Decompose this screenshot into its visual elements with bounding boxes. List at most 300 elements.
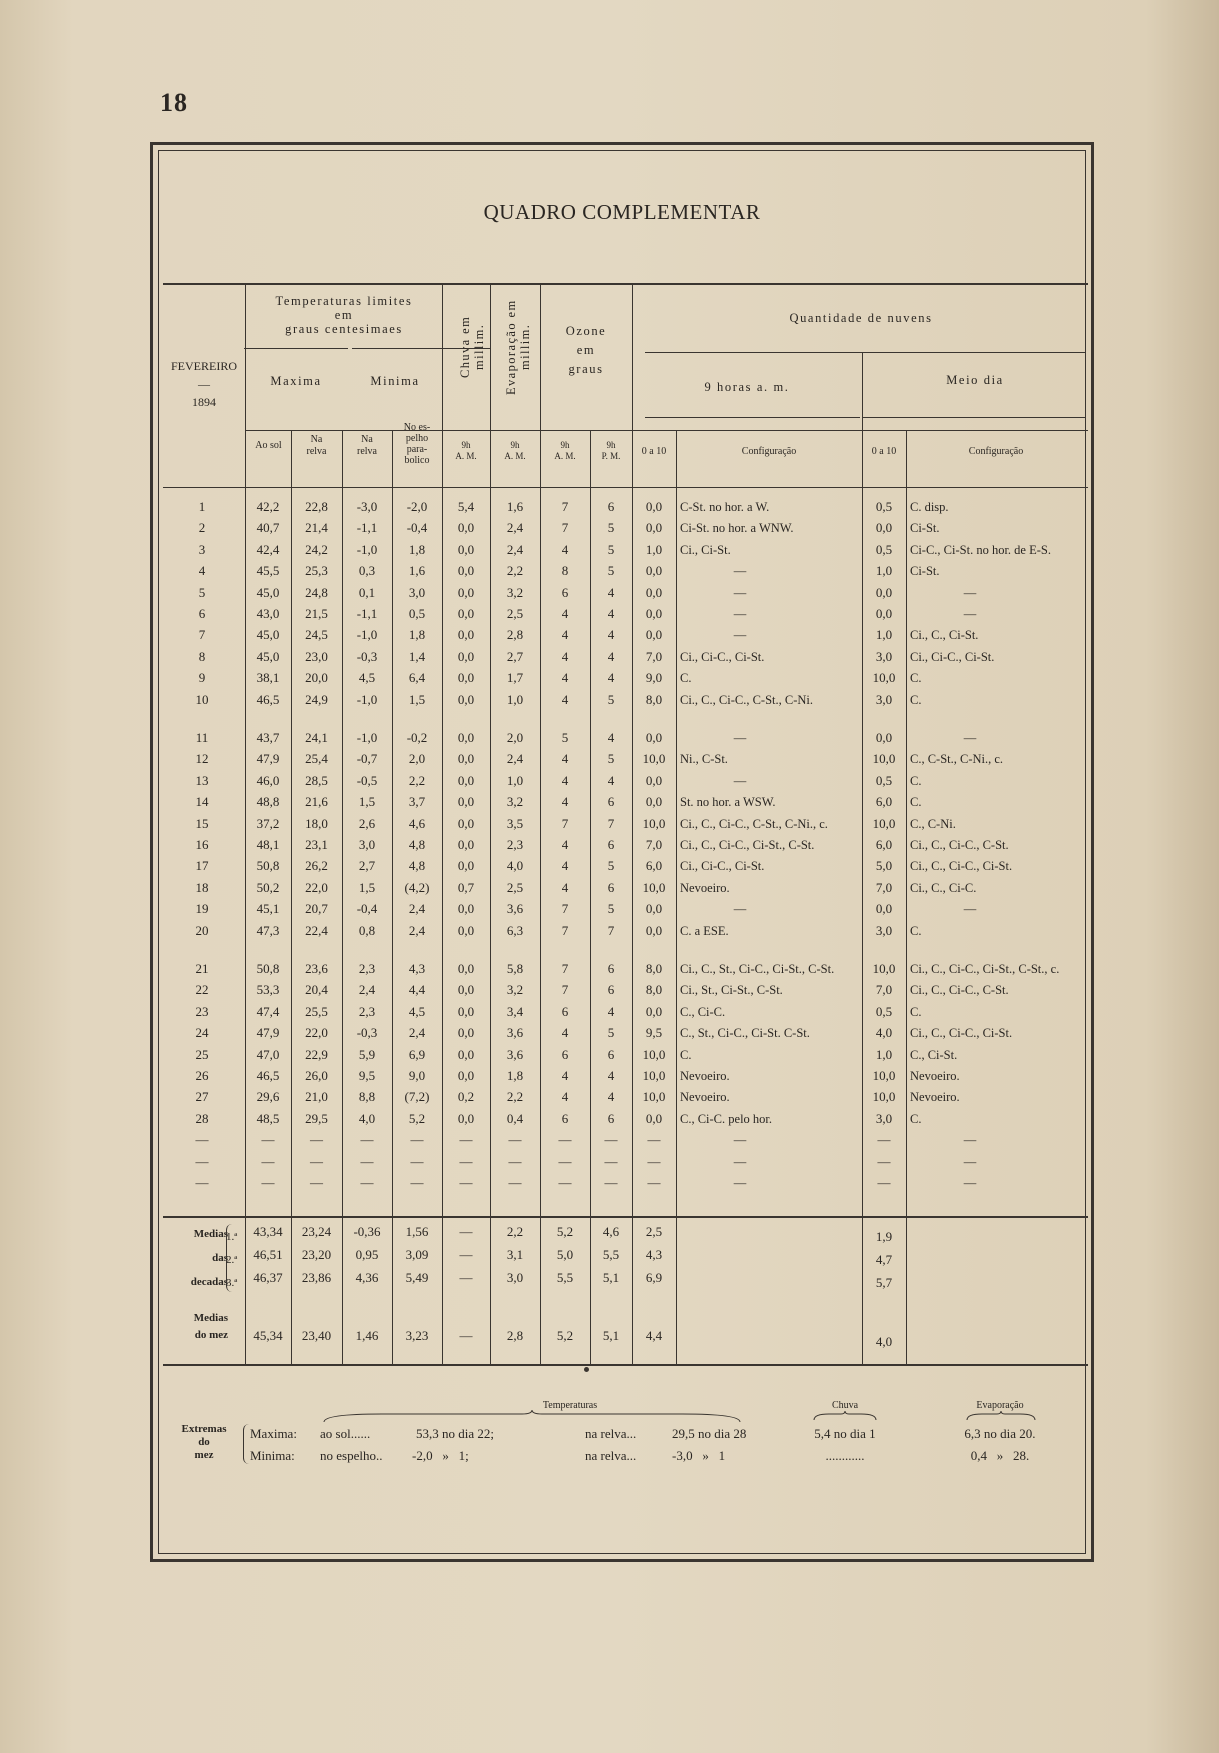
cell-max-sol: 37,2 xyxy=(256,815,280,831)
cell-evaporacao: 2,0 xyxy=(506,730,524,745)
cell-ozone-am: 4 xyxy=(561,648,569,664)
chuva-9h-header xyxy=(442,440,490,462)
evap-9h-header xyxy=(490,440,540,462)
means-bottom-rule xyxy=(163,1364,1088,1366)
header-line: A. M. xyxy=(554,451,576,461)
header-line: em xyxy=(334,308,354,322)
cell-min-relva: -1,0 xyxy=(356,627,378,643)
cell-min-relva: -0,3 xyxy=(356,648,378,664)
cell-nuvens-meio-dia: 10,0 xyxy=(872,1068,896,1083)
cell-nuvens-9h: 10,0 xyxy=(642,815,666,831)
label-line: Medias xyxy=(193,1228,228,1240)
header-line: No es- xyxy=(403,422,431,433)
cell-config-9h: C. xyxy=(680,1047,692,1062)
decade-mean-min-relva: -0,36 xyxy=(353,1224,381,1239)
label-line: do mez xyxy=(194,1329,228,1341)
cell-evaporacao: 2,3 xyxy=(506,837,524,852)
cell-config-meio-dia: Ci-St. xyxy=(910,521,940,536)
cell-min-espelho: 3,7 xyxy=(408,794,426,810)
cell-nuvens-9h: 0,0 xyxy=(645,606,663,621)
cell-chuva: — xyxy=(459,1153,473,1169)
cell-config-9h: — xyxy=(733,731,747,745)
decade-means-label xyxy=(164,1222,228,1294)
label-line: decadas xyxy=(190,1276,228,1288)
decade-mean-max-relva: 23,20 xyxy=(301,1247,332,1262)
cell-min-espelho: 2,4 xyxy=(408,901,426,917)
cell-max-relva: 18,0 xyxy=(305,815,328,831)
maxima-header: Maxima xyxy=(270,374,322,388)
cell-max-relva: 21,6 xyxy=(305,794,328,810)
cell-nuvens-meio-dia: 0,0 xyxy=(875,584,893,600)
cell-config-meio-dia: C. xyxy=(910,671,922,686)
header-line: em xyxy=(576,343,596,357)
cell-config-meio-dia: C., C-St., C-Ni., c. xyxy=(910,752,1004,767)
decade-mean-chuva: — xyxy=(459,1247,473,1262)
cell-ozone-pm: 6 xyxy=(607,1110,615,1126)
cell-max-relva: 26,2 xyxy=(305,858,328,874)
cell-ozone-pm: 7 xyxy=(607,922,615,938)
decade-mean-min-espelho: 3,09 xyxy=(405,1247,429,1262)
cell-nuvens-meio-dia: 0,5 xyxy=(875,541,893,557)
cell-max-sol: 42,2 xyxy=(256,499,280,514)
cell-day: 18 xyxy=(195,879,209,895)
cell-config-meio-dia: C., C-Ni. xyxy=(910,816,956,831)
cell-config-9h: C., St., Ci-C., Ci-St. C-St. xyxy=(680,1026,810,1041)
decade-mean-ozone-am: 5,0 xyxy=(556,1247,574,1262)
cell-evaporacao: 1,0 xyxy=(506,691,524,707)
cell-max-sol: 47,4 xyxy=(256,1003,280,1019)
cell-max-sol: — xyxy=(261,1153,275,1169)
header-top-rule xyxy=(163,283,1088,285)
cell-chuva: 0,0 xyxy=(457,922,475,938)
col-rule xyxy=(676,430,677,1364)
cell-max-relva: 25,3 xyxy=(305,563,328,579)
nove-horas-sub-rule xyxy=(645,417,860,418)
cell-chuva: 0,0 xyxy=(457,901,475,917)
cell-config-meio-dia: Ci., C., Ci-C., C-St. xyxy=(910,983,1009,998)
decade-mean-max-sol: 43,34 xyxy=(253,1224,283,1239)
cell-chuva: 0,0 xyxy=(457,1110,475,1126)
ao-sol-header: Ao sol xyxy=(255,440,282,451)
month-mean-label xyxy=(164,1310,228,1344)
cell-chuva: 0,0 xyxy=(457,815,475,831)
cell-nuvens-9h: 0,0 xyxy=(645,499,663,514)
cell-nuvens-meio-dia: — xyxy=(877,1153,891,1169)
cell-min-relva: -0,7 xyxy=(356,751,378,767)
cell-max-relva: — xyxy=(310,1153,323,1169)
cell-ozone-am: 7 xyxy=(561,520,569,536)
cell-config-meio-dia: Ci., C., Ci-C., C-St. xyxy=(910,838,1009,852)
cell-config-meio-dia: C. xyxy=(910,795,922,810)
month-mean-evaporacao: 2,8 xyxy=(506,1328,524,1343)
cell-nuvens-meio-dia: 7,0 xyxy=(875,879,893,895)
cell-min-relva: -1,1 xyxy=(356,520,378,536)
cell-max-relva: 21,5 xyxy=(305,606,328,621)
cell-min-relva: 0,3 xyxy=(358,563,376,579)
month-mean-min-espelho: 3,23 xyxy=(405,1328,429,1343)
cell-config-9h: Nevoeiro. xyxy=(680,1090,730,1105)
cell-config-meio-dia: — xyxy=(963,1133,977,1148)
cell-ozone-am: 4 xyxy=(561,1025,569,1041)
cell-evaporacao: 2,2 xyxy=(506,1089,524,1105)
cell-min-espelho: -0,2 xyxy=(406,730,428,745)
cell-max-sol: 47,9 xyxy=(256,751,280,767)
cell-nuvens-9h: — xyxy=(647,1153,661,1169)
cell-min-relva: -1,0 xyxy=(356,541,378,557)
cell-day: 8 xyxy=(198,648,206,664)
extremes-brace xyxy=(243,1424,249,1464)
cell-ozone-pm: — xyxy=(604,1132,618,1148)
cell-config-meio-dia: — xyxy=(963,902,977,917)
decade-mean-ozone-pm: 4,6 xyxy=(602,1224,620,1239)
header-line: graus centesimaes xyxy=(285,322,403,336)
cell-config-9h: — xyxy=(733,1176,747,1190)
cell-day: 28 xyxy=(195,1110,209,1126)
cell-config-meio-dia: C. xyxy=(910,773,922,788)
cell-ozone-am: 8 xyxy=(561,563,569,579)
cell-config-meio-dia: — xyxy=(963,607,977,621)
cell-chuva: 0,0 xyxy=(457,794,475,810)
cell-max-relva: 21,4 xyxy=(305,520,328,536)
cell-max-relva: 23,6 xyxy=(305,961,328,976)
cell-ozone-am: 7 xyxy=(561,982,569,998)
cell-min-relva: -0,5 xyxy=(356,772,378,788)
cell-day: — xyxy=(195,1132,209,1148)
cell-config-9h: Ci-St. no hor. a WNW. xyxy=(680,521,794,536)
cell-config-9h: — xyxy=(733,902,747,917)
cell-ozone-am: 4 xyxy=(561,541,569,557)
cell-max-sol: 45,1 xyxy=(256,901,280,917)
cell-config-9h: C. a ESE. xyxy=(680,923,729,938)
cell-config-9h: C. xyxy=(680,671,692,686)
cell-min-relva: -1,1 xyxy=(356,606,378,621)
cell-min-relva: 0,1 xyxy=(358,584,376,600)
extreme-evap-min: 0,4 » 28. xyxy=(970,1448,1030,1463)
cell-min-relva: 2,7 xyxy=(358,858,376,874)
cell-nuvens-9h: 0,0 xyxy=(645,730,663,745)
header-line: 9h xyxy=(510,440,520,450)
cell-ozone-pm: 5 xyxy=(607,751,615,767)
cell-ozone-am: 4 xyxy=(561,794,569,810)
cell-day: 20 xyxy=(195,922,209,938)
extreme-min-kind: Minima: xyxy=(250,1448,295,1463)
escala-9h-header: 0 a 10 xyxy=(641,446,667,457)
cell-nuvens-meio-dia: 7,0 xyxy=(875,982,893,998)
decade-mean-nuvens-meio-dia: 4,7 xyxy=(875,1252,893,1267)
cell-ozone-am: 4 xyxy=(561,606,569,621)
cell-min-espelho: 4,5 xyxy=(408,1003,426,1019)
cell-min-relva: 1,5 xyxy=(358,794,376,810)
cell-nuvens-9h: 0,0 xyxy=(645,901,663,917)
cell-evaporacao: — xyxy=(508,1153,522,1169)
cell-max-sol: 48,1 xyxy=(256,837,280,852)
cell-ozone-pm: 4 xyxy=(607,606,615,621)
cell-max-sol: 45,0 xyxy=(256,584,280,600)
cell-ozone-am: 4 xyxy=(561,691,569,707)
cell-ozone-pm: 4 xyxy=(607,1068,615,1083)
cell-max-relva: 22,8 xyxy=(305,499,328,514)
cell-evaporacao: 3,5 xyxy=(506,815,524,831)
cell-ozone-am: 6 xyxy=(561,1003,569,1019)
decade-mean-ozone-pm: 5,5 xyxy=(602,1247,620,1262)
cell-config-9h: — xyxy=(733,1133,747,1148)
cell-chuva: 0,7 xyxy=(457,879,475,895)
cell-evaporacao: 3,2 xyxy=(506,584,524,600)
cell-nuvens-meio-dia: 1,0 xyxy=(875,627,893,643)
cell-config-meio-dia: C. xyxy=(910,1004,922,1019)
cell-max-sol: — xyxy=(261,1132,275,1148)
cell-max-relva: — xyxy=(310,1132,323,1148)
month-name: FEVEREIRO xyxy=(171,359,237,373)
cell-ozone-pm: 4 xyxy=(607,670,615,686)
cell-config-meio-dia: Ci., C., Ci-C. xyxy=(910,880,977,895)
cell-chuva: 0,0 xyxy=(457,563,475,579)
extreme-min-value: -2,0 » 1; xyxy=(412,1448,469,1463)
cell-min-espelho: 6,9 xyxy=(408,1046,426,1062)
header-line: P. M. xyxy=(601,451,621,461)
cell-min-relva: 2,4 xyxy=(358,982,376,998)
cell-chuva: 0,0 xyxy=(457,670,475,686)
cell-min-relva: — xyxy=(360,1132,374,1148)
cell-chuva: 5,4 xyxy=(457,499,475,514)
cell-ozone-pm: 7 xyxy=(607,815,615,831)
cell-day: 2 xyxy=(198,520,206,536)
cell-nuvens-meio-dia: 0,0 xyxy=(875,606,893,621)
cell-config-meio-dia: Ci., C., Ci-C., Ci-St. xyxy=(910,1026,1013,1041)
cell-config-9h: Nevoeiro. xyxy=(680,1069,730,1083)
cell-chuva: 0,0 xyxy=(457,691,475,707)
month-mean-max-sol: 45,34 xyxy=(253,1328,283,1343)
cell-evaporacao: 2,8 xyxy=(506,627,524,643)
cell-config-9h: — xyxy=(733,1154,747,1169)
cell-min-espelho: — xyxy=(410,1132,424,1148)
cell-nuvens-meio-dia: 0,0 xyxy=(875,901,893,917)
cell-evaporacao: 2,4 xyxy=(506,541,524,557)
cell-nuvens-9h: 0,0 xyxy=(645,1110,663,1126)
extremes-evaporacao-header: Evaporação xyxy=(976,1400,1024,1411)
cell-config-9h: C., Ci-C. pelo hor. xyxy=(680,1111,773,1126)
decade-mean-nuvens-meio-dia: 1,9 xyxy=(875,1229,893,1244)
cell-nuvens-9h: 8,0 xyxy=(645,961,663,976)
cell-nuvens-9h: 1,0 xyxy=(645,541,663,557)
cell-config-9h: — xyxy=(733,585,747,600)
cell-day: 22 xyxy=(195,982,209,998)
cell-chuva: 0,0 xyxy=(457,837,475,852)
cell-chuva: 0,0 xyxy=(457,751,475,767)
cell-max-relva: 22,0 xyxy=(305,879,328,895)
cell-max-relva: 23,1 xyxy=(305,837,328,852)
extreme-max-relva: na relva... xyxy=(585,1426,637,1441)
cell-max-relva: 24,8 xyxy=(305,584,328,600)
cell-min-espelho: 3,0 xyxy=(408,584,426,600)
cell-evaporacao: 6,3 xyxy=(506,922,524,938)
cell-config-9h: — xyxy=(733,607,747,621)
cell-nuvens-9h: 8,0 xyxy=(645,691,663,707)
cell-min-relva: — xyxy=(360,1153,374,1169)
decade-mean-evaporacao: 3,1 xyxy=(506,1247,524,1262)
cell-evaporacao: 2,4 xyxy=(506,520,524,536)
cell-max-relva: 29,5 xyxy=(305,1110,328,1126)
cell-ozone-pm: 4 xyxy=(607,648,615,664)
cell-nuvens-meio-dia: 10,0 xyxy=(872,670,896,686)
cell-evaporacao: 1,0 xyxy=(506,772,524,788)
cell-nuvens-meio-dia: 0,0 xyxy=(875,520,893,536)
label-line: do xyxy=(198,1436,210,1448)
cell-nuvens-9h: 7,0 xyxy=(645,648,663,664)
maxima-sub-rule xyxy=(244,348,348,349)
cell-max-sol: 53,3 xyxy=(256,982,280,998)
decade-mean-max-relva: 23,24 xyxy=(301,1224,332,1239)
header-line: 9h xyxy=(461,440,471,450)
cell-min-relva: 0,8 xyxy=(358,922,376,938)
cell-config-meio-dia: Ci-St. xyxy=(910,564,940,579)
cell-min-espelho: 6,4 xyxy=(408,670,426,686)
cell-min-espelho: — xyxy=(410,1175,424,1190)
cell-day: 17 xyxy=(195,858,209,874)
cell-evaporacao: 3,6 xyxy=(506,1046,524,1062)
cell-nuvens-9h: 7,0 xyxy=(645,837,663,852)
cell-min-espelho: (4,2) xyxy=(404,879,430,895)
cell-max-sol: 46,5 xyxy=(256,691,280,707)
cell-min-relva: -0,3 xyxy=(356,1025,378,1041)
cell-config-meio-dia: C. xyxy=(910,923,922,938)
extremes-temperaturas-header: Temperaturas xyxy=(542,1400,598,1411)
decade-mean-max-sol: 46,51 xyxy=(253,1247,283,1262)
cell-day: 4 xyxy=(198,563,206,579)
cell-nuvens-meio-dia: — xyxy=(877,1132,891,1148)
cell-chuva: 0,0 xyxy=(457,730,475,745)
cell-ozone-pm: — xyxy=(604,1175,618,1190)
cell-chuva: 0,0 xyxy=(457,541,475,557)
cell-ozone-pm: 6 xyxy=(607,794,615,810)
cell-nuvens-9h: 10,0 xyxy=(642,879,666,895)
ordinal: 3.ª xyxy=(226,1277,238,1289)
cell-chuva: 0,0 xyxy=(457,858,475,874)
cell-chuva: 0,0 xyxy=(457,961,475,976)
cell-config-9h: Ni., C-St. xyxy=(680,752,728,767)
cell-nuvens-9h: 10,0 xyxy=(642,751,666,767)
cell-evaporacao: 1,8 xyxy=(506,1068,524,1083)
extreme-min-relva-value: -3,0 » 1 xyxy=(672,1448,726,1463)
cell-evaporacao: 3,6 xyxy=(506,901,524,917)
cell-config-meio-dia: Ci., C., Ci-St. xyxy=(910,628,979,643)
cell-max-sol: 47,9 xyxy=(256,1025,280,1041)
cell-config-meio-dia: Nevoeiro. xyxy=(910,1090,960,1105)
cell-day: 3 xyxy=(198,541,206,557)
cell-max-relva: 22,9 xyxy=(305,1046,328,1062)
cell-min-relva: 8,8 xyxy=(358,1089,376,1105)
month-mean-nuvens-9h: 4,4 xyxy=(645,1328,663,1343)
cell-ozone-pm: 6 xyxy=(607,879,615,895)
cell-max-relva: 20,7 xyxy=(305,901,328,917)
cell-config-9h: — xyxy=(733,773,747,788)
cell-ozone-pm: 5 xyxy=(607,1025,615,1041)
cell-max-sol: 42,4 xyxy=(256,541,280,557)
cell-config-9h: Ci., C., Ci-C., C-St., C-Ni. xyxy=(680,692,814,707)
cell-min-relva: -1,0 xyxy=(356,691,378,707)
cell-chuva: 0,0 xyxy=(457,648,475,664)
cell-nuvens-meio-dia: 10,0 xyxy=(872,1089,896,1105)
cell-day: 16 xyxy=(195,837,209,852)
cell-day: 7 xyxy=(198,627,206,643)
cell-ozone-pm: 4 xyxy=(607,772,615,788)
meio-dia-header: Meio dia xyxy=(946,373,1004,387)
means-top-rule xyxy=(163,1216,1088,1218)
cell-evaporacao: 5,8 xyxy=(506,961,524,976)
nuvens-sub-rule xyxy=(645,352,1085,353)
cell-chuva: 0,0 xyxy=(457,584,475,600)
decade-mean-ozone-pm: 5,1 xyxy=(602,1270,620,1285)
cell-nuvens-9h: 0,0 xyxy=(645,563,663,579)
cell-nuvens-meio-dia: 10,0 xyxy=(872,961,896,976)
cell-nuvens-meio-dia: 3,0 xyxy=(875,1110,893,1126)
cell-min-espelho: — xyxy=(410,1153,424,1169)
cell-min-espelho: 1,8 xyxy=(408,541,426,557)
cell-config-meio-dia: — xyxy=(963,731,977,745)
na-relva-min-header xyxy=(342,434,392,458)
cell-max-sol: 47,3 xyxy=(256,922,280,938)
cell-evaporacao: 0,4 xyxy=(506,1110,524,1126)
cell-nuvens-9h: — xyxy=(647,1175,661,1190)
table-title: QUADRO COMPLEMENTAR xyxy=(483,200,761,224)
extreme-min-relva: na relva... xyxy=(585,1448,637,1463)
cell-ozone-am: 4 xyxy=(561,670,569,686)
extremes-label xyxy=(164,1423,244,1462)
cell-ozone-am: 6 xyxy=(561,1046,569,1062)
cell-day: 24 xyxy=(195,1025,209,1041)
nuvens-header: Quantidade de nuvens xyxy=(789,311,933,325)
extreme-evap-max: 6,3 no dia 20. xyxy=(964,1426,1036,1441)
meio-dia-sub-rule xyxy=(862,417,1085,418)
cell-evaporacao: 2,4 xyxy=(506,751,524,767)
header-line: relva xyxy=(306,446,327,457)
cell-max-relva: 28,5 xyxy=(305,772,328,788)
cell-day: 25 xyxy=(195,1046,209,1062)
cell-config-9h: Ci., C., St., Ci-C., Ci-St., C-St. xyxy=(680,962,835,976)
cell-ozone-pm: 6 xyxy=(607,982,615,998)
month-mean-chuva: — xyxy=(459,1328,473,1343)
cell-ozone-am: — xyxy=(558,1175,572,1190)
cell-config-meio-dia: Ci-C., Ci-St. no hor. de E-S. xyxy=(910,542,1051,557)
cell-chuva: 0,0 xyxy=(457,772,475,788)
cell-nuvens-9h: 9,0 xyxy=(645,670,663,686)
cell-config-9h: Ci., Ci-St. xyxy=(680,542,731,557)
cell-ozone-pm: 4 xyxy=(607,1003,615,1019)
cell-min-espelho: 0,5 xyxy=(408,606,426,621)
cell-nuvens-meio-dia: 10,0 xyxy=(872,815,896,831)
cell-max-relva: 22,0 xyxy=(305,1025,328,1041)
header-line: Na xyxy=(310,434,323,445)
header-line: 9h xyxy=(560,440,570,450)
cell-min-relva: -1,0 xyxy=(356,730,378,745)
cell-ozone-am: — xyxy=(558,1153,572,1169)
cell-max-sol: 45,0 xyxy=(256,648,280,664)
cell-min-espelho: 4,8 xyxy=(408,858,426,874)
cell-evaporacao: — xyxy=(508,1132,522,1148)
cell-config-9h: Ci., C., Ci-C., Ci-St., C-St. xyxy=(680,838,815,852)
decade-mean-evaporacao: 2,2 xyxy=(506,1224,524,1239)
cell-nuvens-9h: 8,0 xyxy=(645,982,663,998)
header-line: para- xyxy=(406,444,428,455)
cell-min-espelho: 4,8 xyxy=(408,837,426,852)
decade-mean-min-espelho: 1,56 xyxy=(405,1224,429,1239)
month-mean-nuvens-meio-dia: 4,0 xyxy=(875,1334,893,1349)
cell-ozone-am: 7 xyxy=(561,922,569,938)
cell-max-sol: 47,0 xyxy=(256,1046,280,1062)
cell-ozone-pm: 4 xyxy=(607,584,615,600)
cell-min-espelho: 2,2 xyxy=(408,772,426,788)
extreme-max-where: ao sol...... xyxy=(320,1426,371,1441)
